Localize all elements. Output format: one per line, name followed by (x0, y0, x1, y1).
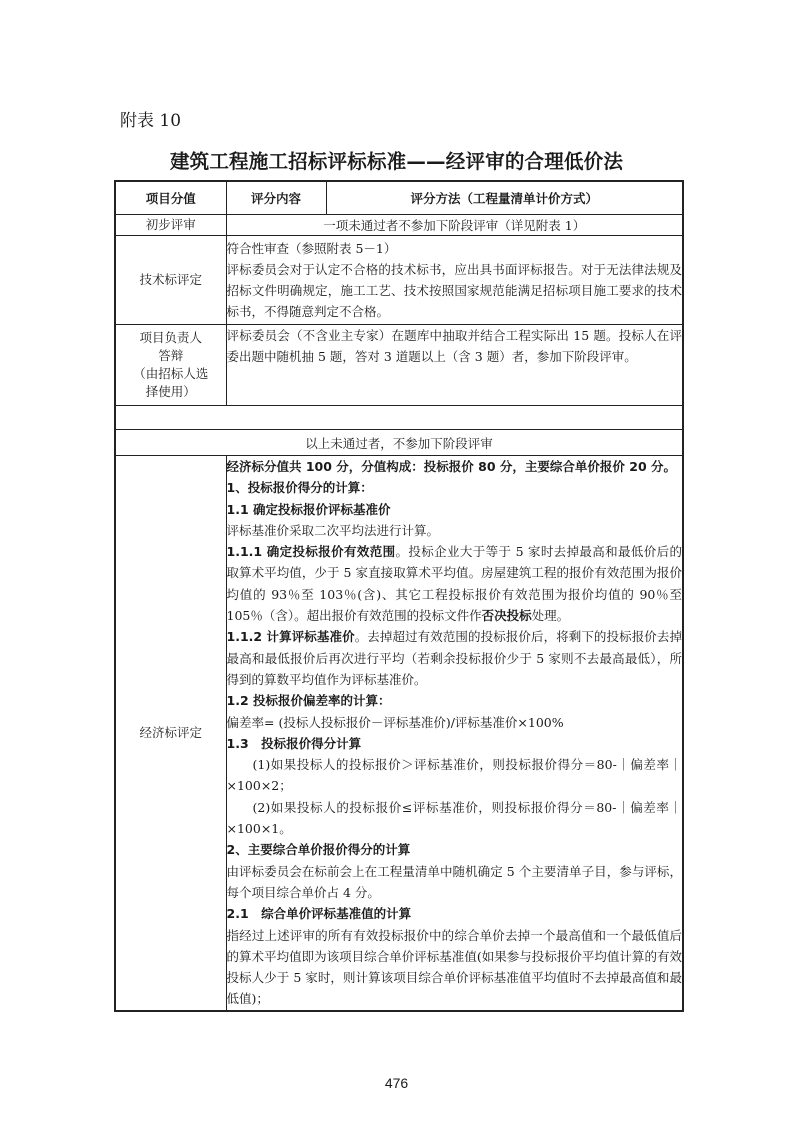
header-method: 评分方法（工程量清单计价方式） (326, 181, 683, 215)
pm-defense-label-line4: 择使用） (145, 384, 196, 399)
page-number: 476 (384, 1075, 409, 1091)
econ-text-1-1-1b: 处理。 (531, 608, 570, 624)
row-econ-review (115, 456, 683, 1011)
econ-text-1-1-1a: 。投标企业大于等于 5 家时去掉最高和最低价后的取算术平均值，少于 5 家直接取算术平均值。房屋建筑工程的报价有效范围为报价均值的 93％至 103％(含)、其它工程投标报价有效范围为报价均值的 90％至 105％（含）。超出报价有效范围的投标文件作 (226, 544, 682, 624)
econ-para-2: 由评标委员会在标前会上在工程量清单中随机确定 5 个主要清单子目，参与评标，每个项目综合单价占 4 分。 (226, 863, 682, 900)
econ-intro: 经济标分值共 100 分，分值构成：投标报价 80 分，主要综合单价报价 20 分。 (226, 459, 676, 474)
pm-defense-label-line2: 答辩 (158, 348, 184, 363)
row-prelim-review (115, 215, 683, 236)
row-pm-defense (115, 325, 683, 406)
not-passed-text: 以上未通过者，不参加下阶段评审 (115, 430, 683, 456)
econ-text-1-1-2: 。去掉超过有效范围的投标报价后，将剩下的投标报价去掉最高和最低报价后再次进行平均（若剩余投标报价少于 5 家则不去最高最低），所得到的算数平均值作为评标基准价。 (226, 629, 682, 687)
row-tech-review (115, 236, 683, 325)
pm-defense-label (115, 325, 226, 406)
row-empty-spacer (115, 406, 683, 430)
prelim-review-text: 一项未通过者不参加下阶段评审（详见附表 1） (226, 215, 683, 236)
econ-heading-1-1-1: 1.1.1 确定投标报价有效范围 (226, 544, 396, 560)
tech-review-label: 技术标评定 (115, 236, 226, 325)
econ-heading-1-2: 1.2 投标报价偏差率的计算： (226, 693, 391, 709)
econ-heading-1-1-2: 1.1.2 计算评标基准价 (226, 629, 355, 645)
econ-review-text (226, 456, 683, 1011)
table-header-row (115, 181, 683, 215)
prelim-review-label: 初步评审 (115, 215, 226, 236)
econ-heading-1-1: 1.1 确定投标报价评标基准价 (226, 501, 391, 517)
econ-para-1-1-1 (227, 541, 683, 626)
header-score-item: 项目分值 (115, 181, 226, 215)
econ-heading-1-3: 1.3 投标报价得分计算 (226, 735, 362, 751)
econ-text-reject-bid: 否决投标 (481, 608, 532, 624)
appendix-label: 附表 10 (120, 111, 182, 131)
pm-defense-label-line1: 项目负责人 (139, 330, 202, 345)
spacer-cell (115, 406, 683, 430)
econ-para-1-2: 偏差率= (投标人投标报价－评标基准价)/评标基准价×100% (226, 714, 564, 730)
econ-para-2-1: 指经过上述评审的所有有效投标报价中的综合单价去掉一个最高值和一个最低值后的算术平均值即为该项目综合单价评标基准值(如果参与投标报价平均值计算的有效投标人少于 5 家时，则计算该项目综合单价评标基准值平均值时不去掉最高值和最低值)； (226, 927, 682, 1007)
tech-review-text (226, 236, 683, 325)
header-content: 评分内容 (226, 181, 326, 215)
tech-review-line2: 评标委员会对于认定不合格的技术标书，应出具书面评标报告。对于无法律法规及招标文件明确规定，施工工艺、技术按照国家规范能满足招标项目施工要求的技术标书，不得随意判定不合格。 (226, 262, 682, 319)
econ-review-label: 经济标评定 (115, 456, 226, 1011)
row-not-passed (115, 430, 683, 456)
tech-review-line1: 符合性审查（参照附表 5－1） (226, 241, 397, 256)
econ-heading-2-1: 2.1 综合单价评标基准值的计算 (226, 906, 412, 922)
econ-para-1-3b: (2)如果投标人的投标报价≤评标基准价，则投标报价得分＝80-｜偏差率｜×100×1。 (226, 799, 682, 837)
scoring-table (114, 180, 684, 1012)
econ-heading-1: 1、投标报价得分的计算： (226, 480, 373, 496)
econ-para-1-1-2 (227, 626, 683, 690)
econ-heading-2: 2、主要综合单价报价得分的计算 (226, 842, 411, 858)
document-title: 建筑工程施工招标评标标准——经评审的合理低价法 (169, 150, 624, 173)
econ-para-1-1: 评标基准价采取二次平均法进行计算。 (226, 522, 440, 538)
econ-para-1-3a: (1)如果投标人的投标报价＞评标基准价，则投标报价得分＝80-｜偏差率｜×100×2； (226, 757, 682, 794)
pm-defense-label-line3: （由招标人选 (133, 366, 209, 381)
pm-defense-text: 评标委员会（不含业主专家）在题库中抽取并结合工程实际出 15 题。投标人在评委出题中随机抽 5 题，答对 3 道题以上（含 3 题）者，参加下阶段评审。 (226, 325, 683, 406)
